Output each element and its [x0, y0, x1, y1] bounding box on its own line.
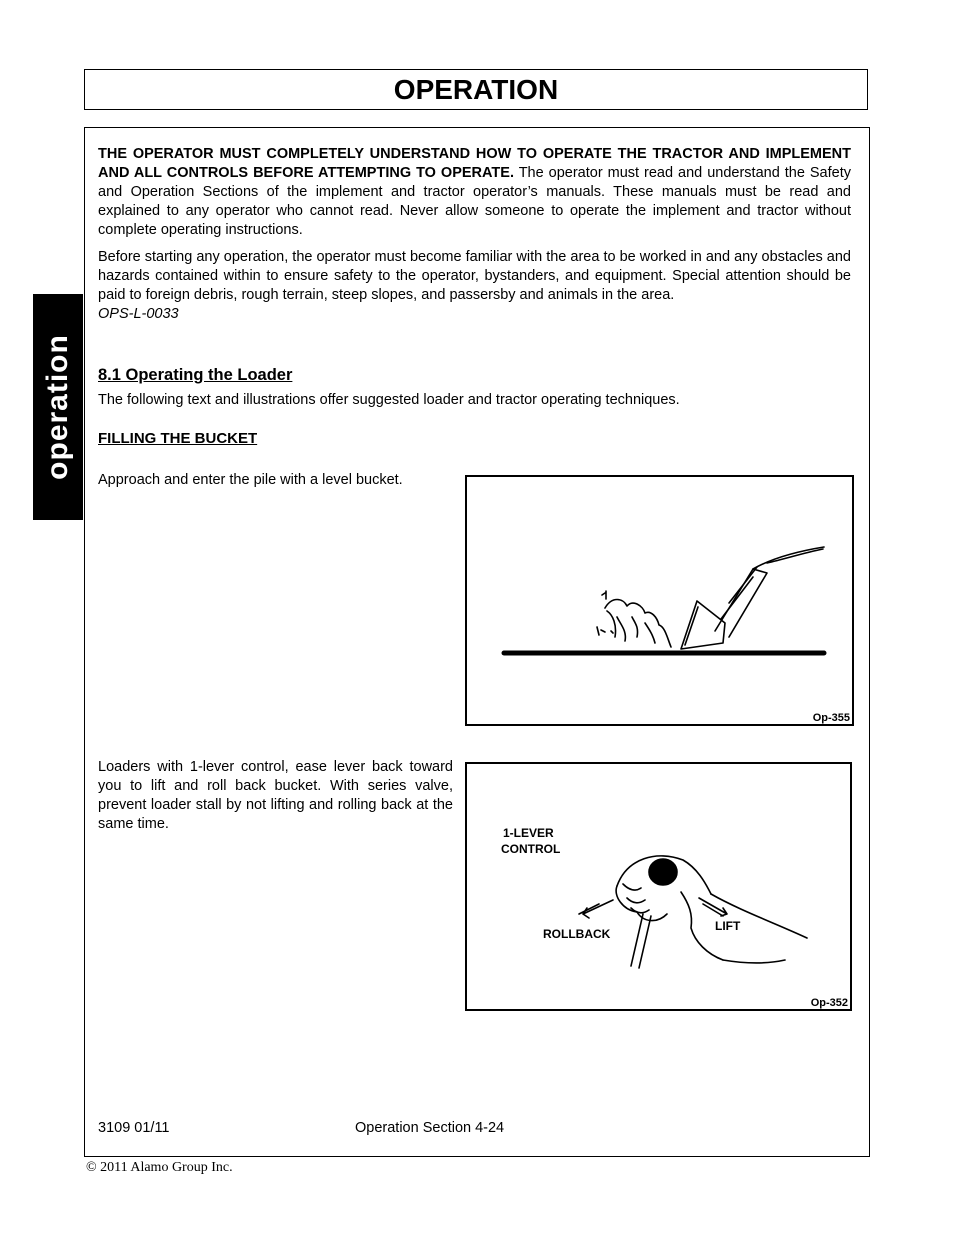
section-heading: 8.1 Operating the Loader — [98, 366, 293, 384]
subsection-heading: FILLING THE BUCKET — [98, 430, 258, 447]
safety-bold-text: THE OPERATOR MUST COMPLETELY UNDERSTAND HOW TO OPERATE THE TRACTOR AND IMPLEMENT AND ALL CONTROLS BEFORE ATTEMPTING TO OPERATE. — [98, 146, 851, 181]
familiar-code: OPS-L-0033 — [98, 306, 179, 322]
side-tab — [33, 294, 83, 520]
header-box — [84, 69, 868, 110]
label-rollback: ROLLBACK — [543, 927, 611, 941]
lever-control-illustration — [467, 764, 850, 1009]
footer-doc-number: 3109 01/11 — [98, 1120, 170, 1136]
figure2-code: Op-352 — [810, 997, 848, 1009]
copyright: © 2011 Alamo Group Inc. — [86, 1160, 233, 1175]
figure1-code: Op-355 — [812, 712, 850, 724]
side-tab-label: operation — [41, 334, 74, 480]
familiar-text: Before starting any operation, the operator must become familiar with the area to be worked in and any obstacles and hazards contained within to ensure safety to the operator, bystanders, and equipment. Special attention should be paid to foreign debris, rough terrain, steep slopes, and passersby and animals in the area. — [98, 249, 851, 303]
label-lift: LIFT — [715, 919, 741, 933]
figure2-caption: Loaders with 1-lever control, ease lever back toward you to lift and roll back bucket. With series valve, prevent loader stall by not lifting and rolling back at the same time. — [98, 759, 453, 832]
safety-text: The operator must read and understand the Safety and Operation Sections of the implement and tractor operator’s manuals. These manuals must be read and explained to any operator who cannot read. Never allow someone to operate the implement and tractor without complete operating instructions. — [98, 165, 851, 238]
figure-loader-approach — [465, 475, 854, 726]
figure1-caption: Approach and enter the pile with a level bucket. — [98, 472, 403, 488]
label-control: CONTROL — [501, 842, 561, 856]
footer-page-number: Operation Section 4-24 — [355, 1120, 505, 1136]
figure-lever-control — [465, 762, 852, 1011]
label-1-lever: 1-LEVER — [503, 826, 554, 840]
safety-paragraph — [98, 145, 851, 240]
loader-approach-illustration — [467, 477, 852, 724]
page-title: OPERATION — [393, 74, 559, 105]
familiar-paragraph — [98, 248, 851, 324]
section-intro: The following text and illustrations offer suggested loader and tractor operating techniques. — [98, 392, 680, 408]
